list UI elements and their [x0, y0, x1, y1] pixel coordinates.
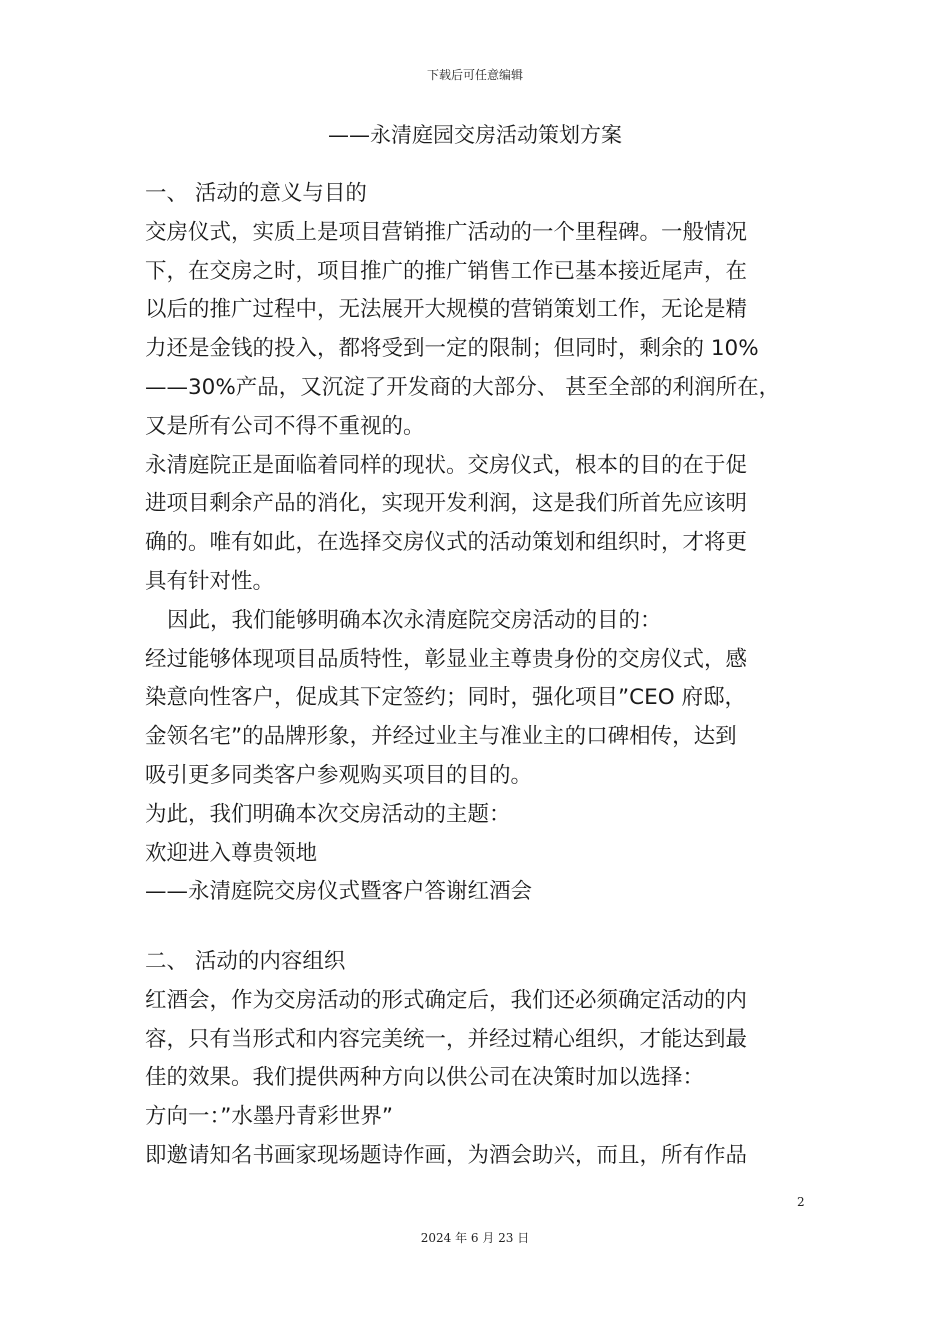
theme-title: 欢迎进入尊贵领地: [145, 840, 318, 866]
paragraph-line: 容，只有当形式和内容完美统一，并经过精心组织，才能达到最: [145, 1026, 748, 1052]
header-note: 下载后可任意编辑: [426, 68, 523, 82]
document-body: [145, 175, 805, 912]
paragraph-line: [145, 291, 805, 330]
paragraph-line: 经过能够体现项目品质特性，彰显业主尊贵身份的交房仪式，感: [145, 646, 748, 672]
footer-date: 2024 年 6 月 23 日: [420, 1231, 530, 1245]
paragraph-line: 吸引更多同类客户参观购买项目的目的。: [145, 762, 533, 788]
paragraph-line: 染意向性客户，促成其下定签约；同时，强化项目”CEO 府邸，: [145, 685, 746, 711]
section-1-heading: 一、 活动的意义与目的: [145, 181, 367, 206]
paragraph-line: 红酒会，作为交房活动的形式确定后，我们还必须确定活动的内: [145, 987, 748, 1013]
document-title: ——永清庭园交房活动策划方案: [328, 123, 622, 147]
paragraph-line: 永清庭院正是面临着同样的现状。交房仪式，根本的目的在于促: [145, 452, 748, 478]
paragraph-line: [145, 369, 805, 408]
direction-one-heading: 方向一：”水墨丹青彩世界”: [145, 1104, 394, 1130]
text-run: ——30%产品，又沉淀了开发商的大部分、 甚至全部的利润所在，: [145, 374, 781, 400]
text-run: 下，在交房之时，项目推广的推广销售工作已基本接近尾声，在: [145, 258, 748, 284]
text-run: 以后的推广过程中，无法展开大规模的营销策划工作，无论是精: [145, 297, 748, 323]
theme-subtitle: ——永清庭院交房仪式暨客户答谢红酒会: [145, 879, 533, 905]
paragraph-line: 佳的效果。我们提供两种方向以供公司在决策时加以选择：: [145, 1065, 705, 1091]
paragraph-line: 确的。唯有如此，在选择交房仪式的活动策划和组织时，才将更: [145, 530, 748, 556]
section-2-heading: 二、 活动的内容组织: [145, 949, 346, 974]
paragraph-line: 具有针对性。: [145, 568, 275, 594]
paragraph-line: 金领名宅”的品牌形象，并经过业主与准业主的口碑相传，达到: [145, 724, 737, 750]
paragraph-line: [145, 214, 805, 253]
text-run: 力还是金钱的投入，都将受到一定的限制；但同时，剩余的 10%: [145, 336, 759, 362]
paragraph-line: 即邀请知名书画家现场题诗作画，为酒会助兴，而且，所有作品: [145, 1142, 748, 1168]
page-number: 2: [797, 1195, 805, 1209]
paragraph-line: 为此，我们明确本次交房活动的主题：: [145, 801, 511, 827]
document-body-section-2: [145, 943, 805, 1176]
paragraph-line: [145, 253, 805, 292]
paragraph-line: [145, 330, 805, 369]
paragraph-line: 又是所有公司不得不重视的。: [145, 413, 425, 439]
paragraph-line: 进项目剩余产品的消化，实现开发利润，这是我们所首先应该明: [145, 491, 748, 517]
text-run: 交房仪式，实质上是项目营销推广活动的一个里程碑。一般情况: [145, 219, 748, 245]
paragraph-line: 因此，我们能够明确本次永清庭院交房活动的目的：: [167, 607, 662, 633]
